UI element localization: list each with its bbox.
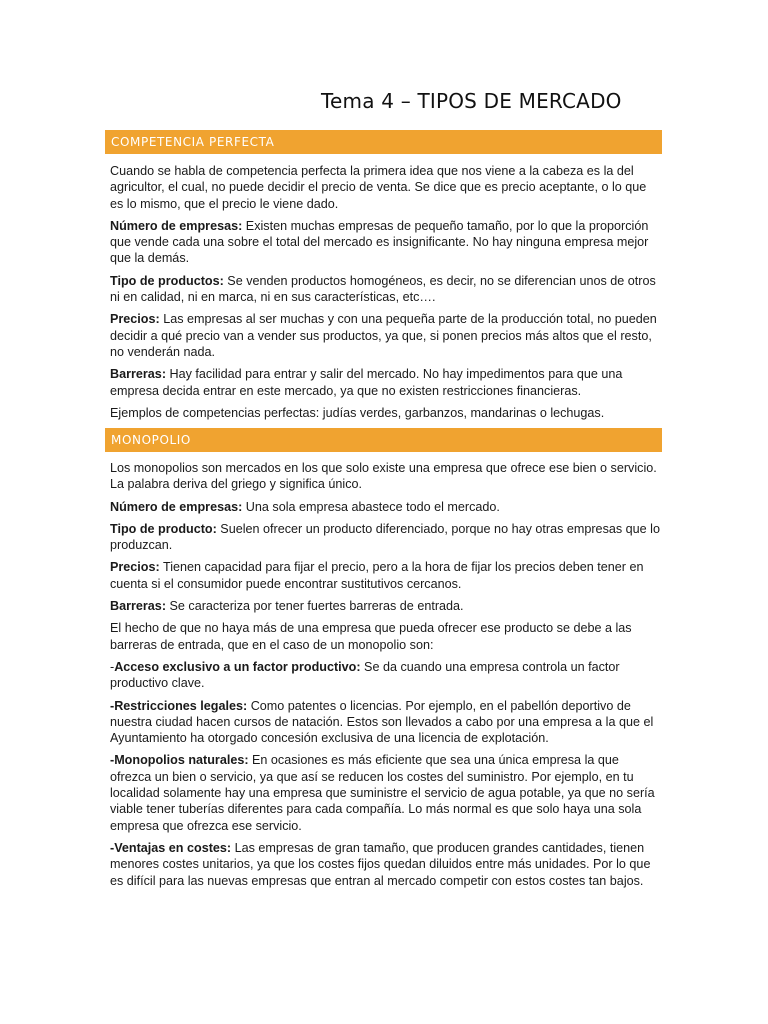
label: Barreras:: [110, 599, 167, 614]
paragraph-intro: Cuando se habla de competencia perfecta la primera idea que nos viene a la cabeza es la del agricultor, el cual, no puede decidir el precio de venta. Se dice que es precio aceptante, o lo que es lo mismo, que el precio le viene dado.: [110, 164, 647, 211]
label: Acceso exclusivo a un factor productivo:: [114, 659, 361, 674]
text: Como patentes o licencias. Por ejemplo, en el pabellón deportivo de nuestra ciudad hacen cursos de natación. Estos son llevados a cabo por una empresa a la que el Ayuntamiento ha otorgado concesión exclusiva de una licencia de explotación.: [110, 698, 654, 746]
section-body-competencia-perfecta: [110, 163, 662, 427]
text: Se caracteriza por tener fuertes barreras de entrada.: [166, 599, 464, 614]
label: Número de empresas:: [110, 499, 243, 514]
text: Las empresas de gran tamaño, que producen grandes cantidades, tienen menores costes unitarios, ya que los costes fijos quedan diluidos entre más unidades. Por lo que es difícil para las nuevas empresas que entran al mercado competir con estos costes tan bajos.: [110, 840, 651, 888]
paragraph-numero-empresas: [110, 218, 662, 267]
dash: -: [110, 659, 115, 674]
paragraph-ejemplos: Ejemplos de competencias perfectas: judías verdes, garbanzos, mandarinas o lechugas.: [110, 405, 605, 420]
text: Se venden productos homogéneos, es decir, no se diferencian unos de otros ni en calidad, ni en marca, ni en sus características, etc….: [110, 273, 656, 305]
label: Tipo de producto:: [110, 521, 217, 536]
label: -Monopolios naturales:: [110, 753, 249, 768]
text: Tienen capacidad para fijar el precio, pero a la hora de fijar los precios deben tener en cuenta si el consumidor puede encontrar sustitutivos cercanos.: [110, 560, 644, 591]
label: Barreras:: [110, 367, 167, 382]
label: -Ventajas en costes:: [110, 840, 232, 855]
text: En ocasiones es más eficiente que sea una única empresa la que ofrezca un bien o servicio, ya que así se reducen los costes del suministro. Por ejemplo, en tu localidad solamente hay una empresa que suministre el servicio de agua potable, ya que no sería viable tener tuberías diferentes para cada compañía. Lo más normal es que solo haya una sola empresa que ofrezca ese servicio.: [110, 753, 655, 833]
section-heading: MONOPOLIO: [111, 433, 191, 447]
paragraph-barreras: [110, 598, 662, 614]
paragraph-intro: Los monopolios son mercados en los que solo existe una empresa que ofrece ese bien o servicio. La palabra deriva del griego y significa único.: [110, 461, 657, 492]
text: Las empresas al ser muchas y con una pequeña parte de la producción total, no pueden decidir a qué precio van a vender sus productos, ya que, si ponen precios más altos que el resto, no venderán nada.: [110, 312, 657, 359]
label: Tipo de productos:: [110, 273, 224, 288]
section-heading: COMPETENCIA PERFECTA: [111, 135, 275, 149]
paragraph-barreras: [110, 366, 662, 399]
text: Una sola empresa abastece todo el mercado.: [242, 499, 500, 514]
text: Suelen ofrecer un producto diferenciado, porque no hay otras empresas que lo produzcan.: [110, 521, 660, 553]
paragraph-precios: [110, 311, 662, 360]
section-body-monopolio: [110, 460, 662, 895]
label: -Restricciones legales:: [110, 698, 248, 713]
page-title: Tema 4 – TIPOS DE MERCADO: [321, 89, 622, 113]
paragraph-restricciones-legales: [110, 698, 662, 747]
paragraph-acceso-exclusivo: [110, 659, 662, 692]
section-header-monopolio: [105, 428, 662, 452]
text: Se da cuando una empresa controla un factor productivo clave.: [110, 659, 620, 691]
section-header-competencia-perfecta: [105, 130, 662, 154]
paragraph-monopolios-naturales: [110, 752, 662, 833]
text: Hay facilidad para entrar y salir del mercado. No hay impedimentos para que una empresa decida entrar en este mercado, ya que no existen restricciones financieras.: [110, 367, 623, 398]
label: Precios:: [110, 312, 160, 327]
paragraph-tipo-producto: [110, 521, 662, 554]
paragraph-numero-empresas: [110, 499, 662, 515]
text: Existen muchas empresas de pequeño tamaño, por lo que la proporción que vende cada una sobre el total del mercado es insignificante. No hay ninguna empresa mejor que la demás.: [110, 218, 649, 266]
paragraph-tipo-productos: [110, 273, 662, 306]
paragraph-barreras-intro: El hecho de que no haya más de una empresa que pueda ofrecer ese producto se debe a las barreras de entrada, que en el caso de un monopolio son:: [110, 621, 632, 652]
paragraph-ventajas-costes: [110, 840, 662, 889]
label: Precios:: [110, 560, 160, 575]
paragraph-precios: [110, 559, 662, 592]
label: Número de empresas:: [110, 218, 243, 233]
